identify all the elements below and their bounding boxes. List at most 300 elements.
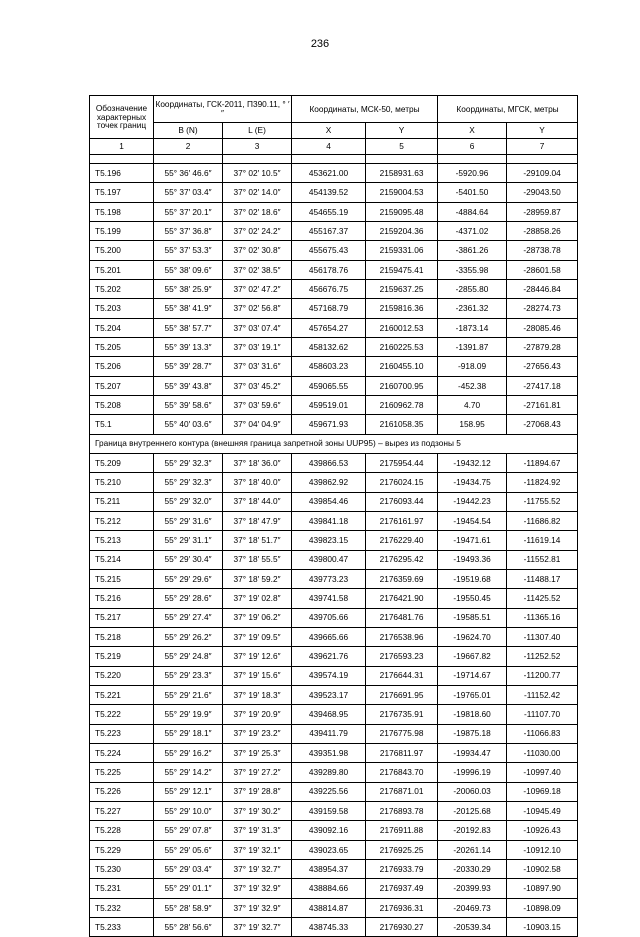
msk-x-cell: 439023.65 <box>292 840 366 859</box>
header-point-label: Обозначение характерных точек границ <box>90 96 154 139</box>
l-cell: 37° 03′ 45.2″ <box>223 376 292 395</box>
table-row <box>90 821 578 840</box>
table-row <box>90 376 578 395</box>
table-row <box>90 763 578 782</box>
msk-x-cell: 453621.00 <box>292 164 366 183</box>
table-row <box>90 666 578 685</box>
mgsk-y-cell: -28446.84 <box>507 280 578 299</box>
b-cell: 55° 29′ 31.6″ <box>154 511 223 530</box>
mgsk-y-cell: -10969.18 <box>507 782 578 801</box>
msk-y-cell: 2176691.95 <box>366 685 438 704</box>
point-label-cell: Т5.228 <box>90 821 154 840</box>
mgsk-x-cell: -20261.14 <box>438 840 507 859</box>
msk-y-cell: 2176937.49 <box>366 879 438 898</box>
table-row <box>90 550 578 569</box>
mgsk-y-cell: -11824.92 <box>507 473 578 492</box>
msk-x-cell: 439523.17 <box>292 685 366 704</box>
msk-y-cell: 2176593.23 <box>366 647 438 666</box>
l-cell: 37° 19′ 18.3″ <box>223 685 292 704</box>
mgsk-x-cell: -4371.02 <box>438 222 507 241</box>
column-number: 6 <box>438 139 507 155</box>
l-cell: 37° 19′ 32.9″ <box>223 879 292 898</box>
msk-y-cell: 2176481.76 <box>366 608 438 627</box>
table-row <box>90 260 578 279</box>
header-msk-x: X <box>292 123 366 139</box>
point-label-cell: Т5.230 <box>90 860 154 879</box>
msk-y-cell: 2160455.10 <box>366 357 438 376</box>
mgsk-y-cell: -10945.49 <box>507 802 578 821</box>
msk-y-cell: 2176893.78 <box>366 802 438 821</box>
mgsk-x-cell: -19714.67 <box>438 666 507 685</box>
mgsk-y-cell: -27068.43 <box>507 415 578 434</box>
mgsk-x-cell: -20330.29 <box>438 860 507 879</box>
l-cell: 37° 19′ 32.7″ <box>223 918 292 937</box>
msk-y-cell: 2176811.97 <box>366 743 438 762</box>
b-cell: 55° 39′ 43.8″ <box>154 376 223 395</box>
point-label-cell: Т5.197 <box>90 183 154 202</box>
header-mgsk-group: Координаты, МГСК, метры <box>438 96 578 123</box>
b-cell: 55° 29′ 32.3″ <box>154 473 223 492</box>
mgsk-y-cell: -28738.78 <box>507 241 578 260</box>
mgsk-y-cell: -11107.70 <box>507 705 578 724</box>
msk-y-cell: 2176421.90 <box>366 589 438 608</box>
msk-y-cell: 2176775.98 <box>366 724 438 743</box>
b-cell: 55° 29′ 10.0″ <box>154 802 223 821</box>
l-cell: 37° 19′ 02.8″ <box>223 589 292 608</box>
mgsk-x-cell: -19934.47 <box>438 743 507 762</box>
b-cell: 55° 29′ 21.6″ <box>154 685 223 704</box>
b-cell: 55° 29′ 23.3″ <box>154 666 223 685</box>
point-label-cell: Т5.215 <box>90 569 154 588</box>
table-row <box>90 724 578 743</box>
point-label-cell: Т5.201 <box>90 260 154 279</box>
table-row <box>90 453 578 472</box>
b-cell: 55° 38′ 25.9″ <box>154 280 223 299</box>
l-cell: 37° 03′ 59.6″ <box>223 396 292 415</box>
mgsk-x-cell: -2361.32 <box>438 299 507 318</box>
msk-y-cell: 2160962.78 <box>366 396 438 415</box>
point-label-cell: Т5.231 <box>90 879 154 898</box>
mgsk-y-cell: -10903.15 <box>507 918 578 937</box>
msk-x-cell: 458132.62 <box>292 338 366 357</box>
point-label-cell: Т5.203 <box>90 299 154 318</box>
mgsk-x-cell: -20060.03 <box>438 782 507 801</box>
mgsk-y-cell: -11365.16 <box>507 608 578 627</box>
header-msk-group: Координаты, МСК-50, метры <box>292 96 438 123</box>
msk-y-cell: 2160700.95 <box>366 376 438 395</box>
msk-x-cell: 459671.93 <box>292 415 366 434</box>
b-cell: 55° 29′ 07.8″ <box>154 821 223 840</box>
msk-y-cell: 2176644.31 <box>366 666 438 685</box>
table-row <box>90 569 578 588</box>
msk-y-cell: 2176911.88 <box>366 821 438 840</box>
l-cell: 37° 19′ 25.3″ <box>223 743 292 762</box>
b-cell: 55° 29′ 05.6″ <box>154 840 223 859</box>
mgsk-x-cell: -19432.12 <box>438 453 507 472</box>
mgsk-x-cell: -19875.18 <box>438 724 507 743</box>
b-cell: 55° 29′ 28.6″ <box>154 589 223 608</box>
mgsk-y-cell: -11619.14 <box>507 531 578 550</box>
table-row <box>90 647 578 666</box>
coordinates-table <box>89 95 578 937</box>
b-cell: 55° 29′ 27.4″ <box>154 608 223 627</box>
header-l: L (E) <box>223 123 292 139</box>
mgsk-x-cell: -1391.87 <box>438 338 507 357</box>
mgsk-y-cell: -11030.00 <box>507 743 578 762</box>
mgsk-y-cell: -11200.77 <box>507 666 578 685</box>
mgsk-x-cell: -19765.01 <box>438 685 507 704</box>
table-row <box>90 299 578 318</box>
point-label-cell: Т5.233 <box>90 918 154 937</box>
column-number: 5 <box>366 139 438 155</box>
header-mgsk-x: X <box>438 123 507 139</box>
msk-x-cell: 456676.75 <box>292 280 366 299</box>
l-cell: 37° 02′ 56.8″ <box>223 299 292 318</box>
b-cell: 55° 29′ 26.2″ <box>154 627 223 646</box>
point-label-cell: Т5.207 <box>90 376 154 395</box>
mgsk-x-cell: 4.70 <box>438 396 507 415</box>
l-cell: 37° 19′ 23.2″ <box>223 724 292 743</box>
mgsk-x-cell: -19585.51 <box>438 608 507 627</box>
l-cell: 37° 02′ 18.6″ <box>223 202 292 221</box>
msk-y-cell: 2158931.63 <box>366 164 438 183</box>
mgsk-x-cell: -5920.96 <box>438 164 507 183</box>
point-label-cell: Т5.1 <box>90 415 154 434</box>
mgsk-x-cell: -19454.54 <box>438 511 507 530</box>
mgsk-y-cell: -10898.09 <box>507 898 578 917</box>
msk-x-cell: 439621.76 <box>292 647 366 666</box>
point-label-cell: Т5.213 <box>90 531 154 550</box>
header-spacer-row <box>90 155 578 164</box>
b-cell: 55° 36′ 46.6″ <box>154 164 223 183</box>
msk-y-cell: 2160225.53 <box>366 338 438 357</box>
b-cell: 55° 38′ 09.6″ <box>154 260 223 279</box>
table-row <box>90 357 578 376</box>
point-label-cell: Т5.220 <box>90 666 154 685</box>
table-row <box>90 743 578 762</box>
point-label-cell: Т5.212 <box>90 511 154 530</box>
l-cell: 37° 19′ 28.8″ <box>223 782 292 801</box>
msk-y-cell: 2159095.48 <box>366 202 438 221</box>
l-cell: 37° 18′ 55.5″ <box>223 550 292 569</box>
msk-y-cell: 2176933.79 <box>366 860 438 879</box>
table-row <box>90 492 578 511</box>
mgsk-x-cell: -19818.60 <box>438 705 507 724</box>
msk-x-cell: 438745.33 <box>292 918 366 937</box>
l-cell: 37° 04′ 04.9″ <box>223 415 292 434</box>
msk-y-cell: 2176538.96 <box>366 627 438 646</box>
l-cell: 37° 18′ 40.0″ <box>223 473 292 492</box>
l-cell: 37° 19′ 27.2″ <box>223 763 292 782</box>
msk-y-cell: 2176229.40 <box>366 531 438 550</box>
mgsk-y-cell: -10902.58 <box>507 860 578 879</box>
header-mgsk-y: Y <box>507 123 578 139</box>
mgsk-y-cell: -28858.26 <box>507 222 578 241</box>
msk-x-cell: 438814.87 <box>292 898 366 917</box>
l-cell: 37° 19′ 20.9″ <box>223 705 292 724</box>
mgsk-y-cell: -28959.87 <box>507 202 578 221</box>
table-row <box>90 415 578 434</box>
msk-y-cell: 2176024.15 <box>366 473 438 492</box>
l-cell: 37° 19′ 30.2″ <box>223 802 292 821</box>
l-cell: 37° 19′ 09.5″ <box>223 627 292 646</box>
b-cell: 55° 29′ 24.8″ <box>154 647 223 666</box>
point-label-cell: Т5.208 <box>90 396 154 415</box>
l-cell: 37° 02′ 14.0″ <box>223 183 292 202</box>
msk-y-cell: 2159816.36 <box>366 299 438 318</box>
mgsk-x-cell: -3355.98 <box>438 260 507 279</box>
page-number: 236 <box>310 38 330 50</box>
msk-x-cell: 439159.58 <box>292 802 366 821</box>
l-cell: 37° 19′ 15.6″ <box>223 666 292 685</box>
msk-x-cell: 439741.58 <box>292 589 366 608</box>
point-label-cell: Т5.222 <box>90 705 154 724</box>
b-cell: 55° 28′ 58.9″ <box>154 898 223 917</box>
l-cell: 37° 18′ 44.0″ <box>223 492 292 511</box>
mgsk-y-cell: -10926.43 <box>507 821 578 840</box>
b-cell: 55° 29′ 29.6″ <box>154 569 223 588</box>
mgsk-y-cell: -11686.82 <box>507 511 578 530</box>
msk-x-cell: 459519.01 <box>292 396 366 415</box>
msk-x-cell: 439411.79 <box>292 724 366 743</box>
table-row <box>90 879 578 898</box>
mgsk-x-cell: -452.38 <box>438 376 507 395</box>
mgsk-x-cell: -4884.64 <box>438 202 507 221</box>
mgsk-y-cell: -10997.40 <box>507 763 578 782</box>
l-cell: 37° 18′ 36.0″ <box>223 453 292 472</box>
b-cell: 55° 29′ 31.1″ <box>154 531 223 550</box>
msk-y-cell: 2159331.06 <box>366 241 438 260</box>
header-msk-y: Y <box>366 123 438 139</box>
mgsk-x-cell: -20125.68 <box>438 802 507 821</box>
table-row <box>90 918 578 937</box>
l-cell: 37° 19′ 12.6″ <box>223 647 292 666</box>
mgsk-x-cell: -19442.23 <box>438 492 507 511</box>
table-row <box>90 608 578 627</box>
point-label-cell: Т5.198 <box>90 202 154 221</box>
msk-y-cell: 2159475.41 <box>366 260 438 279</box>
column-number: 3 <box>223 139 292 155</box>
b-cell: 55° 29′ 19.9″ <box>154 705 223 724</box>
point-label-cell: Т5.227 <box>90 802 154 821</box>
point-label-cell: Т5.202 <box>90 280 154 299</box>
mgsk-x-cell: -2855.80 <box>438 280 507 299</box>
msk-x-cell: 457654.27 <box>292 318 366 337</box>
mgsk-x-cell: -19434.75 <box>438 473 507 492</box>
msk-x-cell: 458603.23 <box>292 357 366 376</box>
column-number: 1 <box>90 139 154 155</box>
mgsk-x-cell: -19996.19 <box>438 763 507 782</box>
msk-x-cell: 455675.43 <box>292 241 366 260</box>
table-row <box>90 473 578 492</box>
msk-y-cell: 2159637.25 <box>366 280 438 299</box>
msk-x-cell: 456178.76 <box>292 260 366 279</box>
mgsk-x-cell: -20469.73 <box>438 898 507 917</box>
table-row <box>90 280 578 299</box>
b-cell: 55° 29′ 14.2″ <box>154 763 223 782</box>
msk-y-cell: 2176925.25 <box>366 840 438 859</box>
l-cell: 37° 19′ 32.9″ <box>223 898 292 917</box>
table-row <box>90 802 578 821</box>
msk-x-cell: 439665.66 <box>292 627 366 646</box>
b-cell: 55° 37′ 36.8″ <box>154 222 223 241</box>
table-row <box>90 685 578 704</box>
column-number: 2 <box>154 139 223 155</box>
msk-x-cell: 439225.56 <box>292 782 366 801</box>
section-row <box>90 434 578 453</box>
msk-y-cell: 2176936.31 <box>366 898 438 917</box>
msk-y-cell: 2161058.35 <box>366 415 438 434</box>
table-row <box>90 860 578 879</box>
column-number: 7 <box>507 139 578 155</box>
msk-x-cell: 438884.66 <box>292 879 366 898</box>
msk-x-cell: 439705.66 <box>292 608 366 627</box>
mgsk-x-cell: 158.95 <box>438 415 507 434</box>
mgsk-y-cell: -10912.10 <box>507 840 578 859</box>
table-row <box>90 705 578 724</box>
mgsk-y-cell: -11552.81 <box>507 550 578 569</box>
b-cell: 55° 39′ 28.7″ <box>154 357 223 376</box>
b-cell: 55° 29′ 03.4″ <box>154 860 223 879</box>
l-cell: 37° 19′ 32.7″ <box>223 860 292 879</box>
l-cell: 37° 18′ 59.2″ <box>223 569 292 588</box>
b-cell: 55° 28′ 56.6″ <box>154 918 223 937</box>
table-row <box>90 222 578 241</box>
table-row <box>90 898 578 917</box>
msk-y-cell: 2176295.42 <box>366 550 438 569</box>
msk-x-cell: 457168.79 <box>292 299 366 318</box>
mgsk-y-cell: -11307.40 <box>507 627 578 646</box>
table-row <box>90 202 578 221</box>
msk-y-cell: 2176930.27 <box>366 918 438 937</box>
mgsk-x-cell: -20539.34 <box>438 918 507 937</box>
l-cell: 37° 03′ 19.1″ <box>223 338 292 357</box>
table-row <box>90 396 578 415</box>
l-cell: 37° 02′ 30.8″ <box>223 241 292 260</box>
mgsk-y-cell: -11755.52 <box>507 492 578 511</box>
mgsk-y-cell: -27656.43 <box>507 357 578 376</box>
b-cell: 55° 38′ 41.9″ <box>154 299 223 318</box>
msk-x-cell: 438954.37 <box>292 860 366 879</box>
msk-x-cell: 439289.80 <box>292 763 366 782</box>
table-row <box>90 318 578 337</box>
b-cell: 55° 37′ 53.3″ <box>154 241 223 260</box>
msk-x-cell: 439773.23 <box>292 569 366 588</box>
mgsk-y-cell: -27879.28 <box>507 338 578 357</box>
mgsk-y-cell: -28601.58 <box>507 260 578 279</box>
b-cell: 55° 37′ 20.1″ <box>154 202 223 221</box>
b-cell: 55° 29′ 12.1″ <box>154 782 223 801</box>
l-cell: 37° 19′ 31.3″ <box>223 821 292 840</box>
msk-y-cell: 2176843.70 <box>366 763 438 782</box>
msk-x-cell: 439800.47 <box>292 550 366 569</box>
point-label-cell: Т5.232 <box>90 898 154 917</box>
point-label-cell: Т5.225 <box>90 763 154 782</box>
mgsk-x-cell: -19667.82 <box>438 647 507 666</box>
header-gsk-group: Координаты, ГСК-2011, П390.11, ° ′ ″ <box>154 96 292 123</box>
mgsk-x-cell: -19493.36 <box>438 550 507 569</box>
point-label-cell: Т5.223 <box>90 724 154 743</box>
mgsk-x-cell: -19519.68 <box>438 569 507 588</box>
table-row <box>90 840 578 859</box>
point-label-cell: Т5.196 <box>90 164 154 183</box>
mgsk-x-cell: -1873.14 <box>438 318 507 337</box>
mgsk-y-cell: -27161.81 <box>507 396 578 415</box>
msk-x-cell: 439862.92 <box>292 473 366 492</box>
point-label-cell: Т5.204 <box>90 318 154 337</box>
section-title: Граница внутреннего контура (внешняя граница запретной зоны UUP95) – вырез из подзоны 5 <box>90 434 578 453</box>
b-cell: 55° 40′ 03.6″ <box>154 415 223 434</box>
b-cell: 55° 29′ 30.4″ <box>154 550 223 569</box>
msk-y-cell: 2176093.44 <box>366 492 438 511</box>
msk-y-cell: 2160012.53 <box>366 318 438 337</box>
point-label-cell: Т5.211 <box>90 492 154 511</box>
mgsk-y-cell: -28274.73 <box>507 299 578 318</box>
point-label-cell: Т5.221 <box>90 685 154 704</box>
mgsk-y-cell: -28085.46 <box>507 318 578 337</box>
msk-x-cell: 439092.16 <box>292 821 366 840</box>
mgsk-y-cell: -27417.18 <box>507 376 578 395</box>
l-cell: 37° 18′ 51.7″ <box>223 531 292 550</box>
msk-y-cell: 2176161.97 <box>366 511 438 530</box>
mgsk-y-cell: -29109.04 <box>507 164 578 183</box>
point-label-cell: Т5.226 <box>90 782 154 801</box>
mgsk-x-cell: -3861.26 <box>438 241 507 260</box>
msk-x-cell: 439823.15 <box>292 531 366 550</box>
point-label-cell: Т5.216 <box>90 589 154 608</box>
table-row <box>90 627 578 646</box>
point-label-cell: Т5.229 <box>90 840 154 859</box>
table-row <box>90 511 578 530</box>
mgsk-x-cell: -19624.70 <box>438 627 507 646</box>
point-label-cell: Т5.210 <box>90 473 154 492</box>
mgsk-y-cell: -11425.52 <box>507 589 578 608</box>
l-cell: 37° 02′ 10.5″ <box>223 164 292 183</box>
point-label-cell: Т5.217 <box>90 608 154 627</box>
msk-x-cell: 439866.53 <box>292 453 366 472</box>
mgsk-x-cell: -20399.93 <box>438 879 507 898</box>
msk-x-cell: 439841.18 <box>292 511 366 530</box>
msk-x-cell: 455167.37 <box>292 222 366 241</box>
mgsk-x-cell: -19471.61 <box>438 531 507 550</box>
table-row <box>90 183 578 202</box>
b-cell: 55° 29′ 32.3″ <box>154 453 223 472</box>
msk-x-cell: 454139.52 <box>292 183 366 202</box>
b-cell: 55° 39′ 13.3″ <box>154 338 223 357</box>
b-cell: 55° 29′ 16.2″ <box>154 743 223 762</box>
mgsk-y-cell: -10897.90 <box>507 879 578 898</box>
point-label-cell: Т5.209 <box>90 453 154 472</box>
mgsk-x-cell: -5401.50 <box>438 183 507 202</box>
mgsk-x-cell: -918.09 <box>438 357 507 376</box>
mgsk-y-cell: -11894.67 <box>507 453 578 472</box>
l-cell: 37° 03′ 31.6″ <box>223 357 292 376</box>
mgsk-x-cell: -19550.45 <box>438 589 507 608</box>
point-label-cell: Т5.206 <box>90 357 154 376</box>
point-label-cell: Т5.199 <box>90 222 154 241</box>
table-row <box>90 531 578 550</box>
l-cell: 37° 03′ 07.4″ <box>223 318 292 337</box>
msk-y-cell: 2159204.36 <box>366 222 438 241</box>
b-cell: 55° 29′ 32.0″ <box>154 492 223 511</box>
table-row <box>90 164 578 183</box>
msk-y-cell: 2176735.91 <box>366 705 438 724</box>
msk-x-cell: 459065.55 <box>292 376 366 395</box>
mgsk-y-cell: -11066.83 <box>507 724 578 743</box>
point-label-cell: Т5.200 <box>90 241 154 260</box>
point-label-cell: Т5.224 <box>90 743 154 762</box>
b-cell: 55° 38′ 57.7″ <box>154 318 223 337</box>
